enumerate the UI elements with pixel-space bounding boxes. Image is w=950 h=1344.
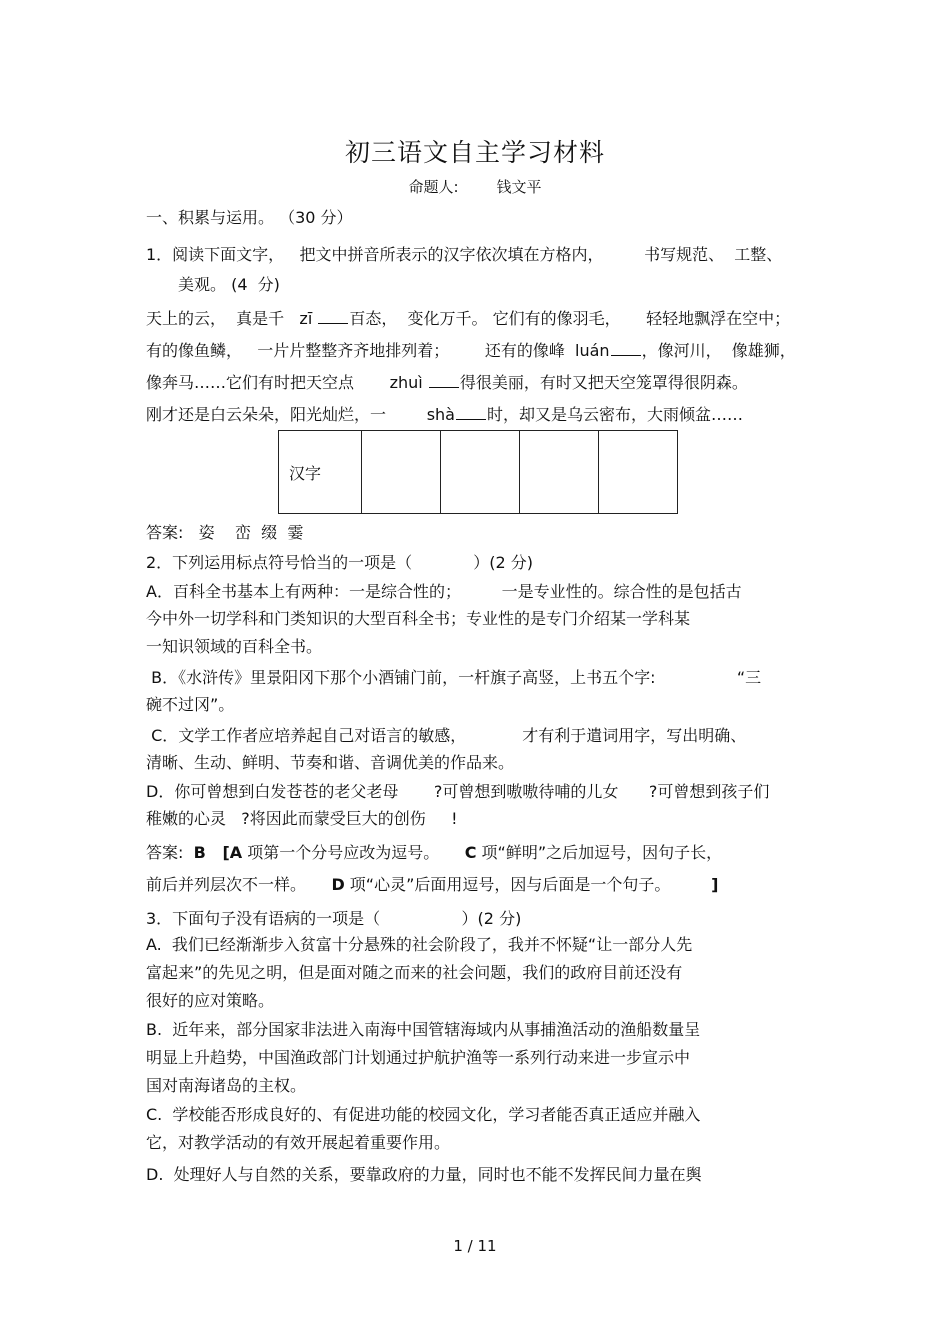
fill-blank bbox=[318, 309, 348, 324]
q2-option-b-line2: 碗不过冈”。 bbox=[146, 695, 235, 714]
q3-option-a-line3: 很好的应对策略。 bbox=[146, 991, 275, 1010]
answer-grid-label: 汉字 bbox=[279, 431, 362, 514]
answer-choice: D bbox=[331, 875, 345, 894]
q1-stem-line1: 1．阅读下面文字， 把文中拼音所表示的汉字依次填在方格内， 书写规范、 工整、 bbox=[146, 245, 783, 264]
q3-stem: 3．下面句子没有语病的一项是（ ）(2 分) bbox=[146, 909, 522, 928]
section-heading: 一、积累与运用。 （30 分） bbox=[146, 208, 353, 227]
q3-option-b-line1: B. 近年来，部分国家非法进入南海中国管辖海域内从事捕渔活动的渔船数量呈 bbox=[146, 1020, 701, 1039]
q1-stem-line2: 美观。 (4 分) bbox=[178, 275, 280, 294]
q1-passage-line3 bbox=[146, 373, 748, 393]
q2-option-a-line3: 一知识领域的百科全书。 bbox=[146, 637, 323, 656]
q3-option-a-line2: 富起来”的先见之明，但是面对随之而来的社会问题，我们的政府目前还没有 bbox=[146, 963, 683, 982]
answer-grid bbox=[278, 430, 678, 514]
q3-option-b-line2: 明显上升趋势，中国渔政部门计划通过护航护渔等一系列行动来进一步宣示中 bbox=[146, 1048, 691, 1067]
q2-answer-line1 bbox=[146, 843, 722, 863]
q3-option-c-line2: 它，对教学活动的有效开展起着重要作用。 bbox=[146, 1133, 451, 1152]
passage-text: 天上的云， 真是千 zī bbox=[146, 309, 318, 328]
passage-text: 得很美丽，有时又把天空笼罩得很阴森。 bbox=[459, 373, 748, 392]
q3-option-d-line1: D. 处理好人与自然的关系，要靠政府的力量，同时也不能不发挥民间力量在舆 bbox=[146, 1165, 702, 1184]
author-line bbox=[0, 176, 950, 197]
answer-text: 项第一个分号应改为逗号。 bbox=[242, 843, 465, 862]
answer-text: 项“心灵”后面用逗号，因与后面是一个句子。 bbox=[344, 875, 712, 894]
fill-blank bbox=[611, 341, 641, 356]
answer-label: 答案: bbox=[146, 843, 194, 862]
answer-grid-cell[interactable] bbox=[441, 431, 520, 514]
passage-text: 有的像鱼鳞， 一片片整整齐齐地排列着； 还有的像峰 luán bbox=[146, 341, 610, 360]
author-label: 命题人: bbox=[408, 178, 459, 196]
q2-option-d-line2: 稚嫩的心灵 ?将因此而蒙受巨大的创伤 ! bbox=[146, 809, 458, 828]
page-number: 1 / 11 bbox=[453, 1237, 497, 1255]
q1-passage-line2 bbox=[146, 341, 796, 361]
q1-answer: 答案: 姿 峦 缀 霎 bbox=[146, 523, 304, 542]
q2-option-a-line1: A．百科全书基本上有两种：一是综合性的； 一是专业性的。综合性的是包括古 bbox=[146, 582, 742, 601]
q1-passage-line4 bbox=[146, 405, 743, 425]
q2-stem: 2．下列运用标点符号恰当的一项是（ ）(2 分) bbox=[146, 553, 533, 572]
answer-grid-cell[interactable] bbox=[520, 431, 599, 514]
q2-option-a-line2: 今中外一切学科和门类知识的大型百科全书；专业性的是专门介绍某一学科某 bbox=[146, 609, 691, 628]
q2-answer-line2 bbox=[146, 875, 718, 895]
fill-blank bbox=[456, 405, 486, 420]
passage-text: 时，却又是乌云密布，大雨倾盆…… bbox=[486, 405, 743, 424]
answer-choice: C bbox=[464, 843, 477, 862]
q3-option-b-line3: 国对南海诸岛的主权。 bbox=[146, 1076, 307, 1095]
passage-text: 像奔马……它们有时把天空点 zhuì bbox=[146, 373, 428, 392]
author-name: 钱文平 bbox=[496, 178, 542, 196]
answer-choice: B [A bbox=[193, 843, 243, 862]
answer-grid-cell[interactable] bbox=[599, 431, 678, 514]
q2-option-c-line1: C．文学工作者应培养起自己对语言的敏感， 才有利于遣词用字，写出明确、 bbox=[146, 726, 747, 745]
answer-grid-cell[interactable] bbox=[362, 431, 441, 514]
answer-bracket: ] bbox=[711, 875, 719, 894]
fill-blank bbox=[429, 373, 459, 388]
page-title: 初三语文自主学习材料 bbox=[344, 138, 605, 167]
q2-option-b-line1: B．《水浒传》里景阳冈下那个小酒铺门前，一杆旗子高竖，上书五个字: “三 bbox=[146, 668, 762, 687]
passage-text: 刚才还是白云朵朵，阳光灿烂，一 shà bbox=[146, 405, 455, 424]
passage-text: 百态， 变化万千。 它们有的像羽毛， 轻轻地飘浮在空中； bbox=[349, 309, 791, 328]
q2-option-d-line1: D．你可曾想到白发苍苍的老父老母 ?可曾想到嗷嗷待哺的儿女 ?可曾想到孩子们 bbox=[146, 782, 770, 801]
answer-text: 项“鲜明”之后加逗号，因句子长， bbox=[476, 843, 723, 862]
answer-text: 前后并列层次不一样。 bbox=[146, 875, 332, 894]
q3-option-c-line1: C. 学校能否形成良好的、有促进功能的校园文化，学习者能否真正适应并融入 bbox=[146, 1105, 701, 1124]
passage-text: ，像河川， 像雄狮， bbox=[641, 341, 796, 360]
q1-passage-line1 bbox=[146, 309, 790, 329]
q3-option-a-line1: A. 我们已经渐渐步入贫富十分悬殊的社会阶段了，我并不怀疑“让一部分人先 bbox=[146, 935, 693, 954]
q2-option-c-line2: 清晰、生动、鲜明、节奏和谐、音调优美的作品来。 bbox=[146, 753, 515, 772]
